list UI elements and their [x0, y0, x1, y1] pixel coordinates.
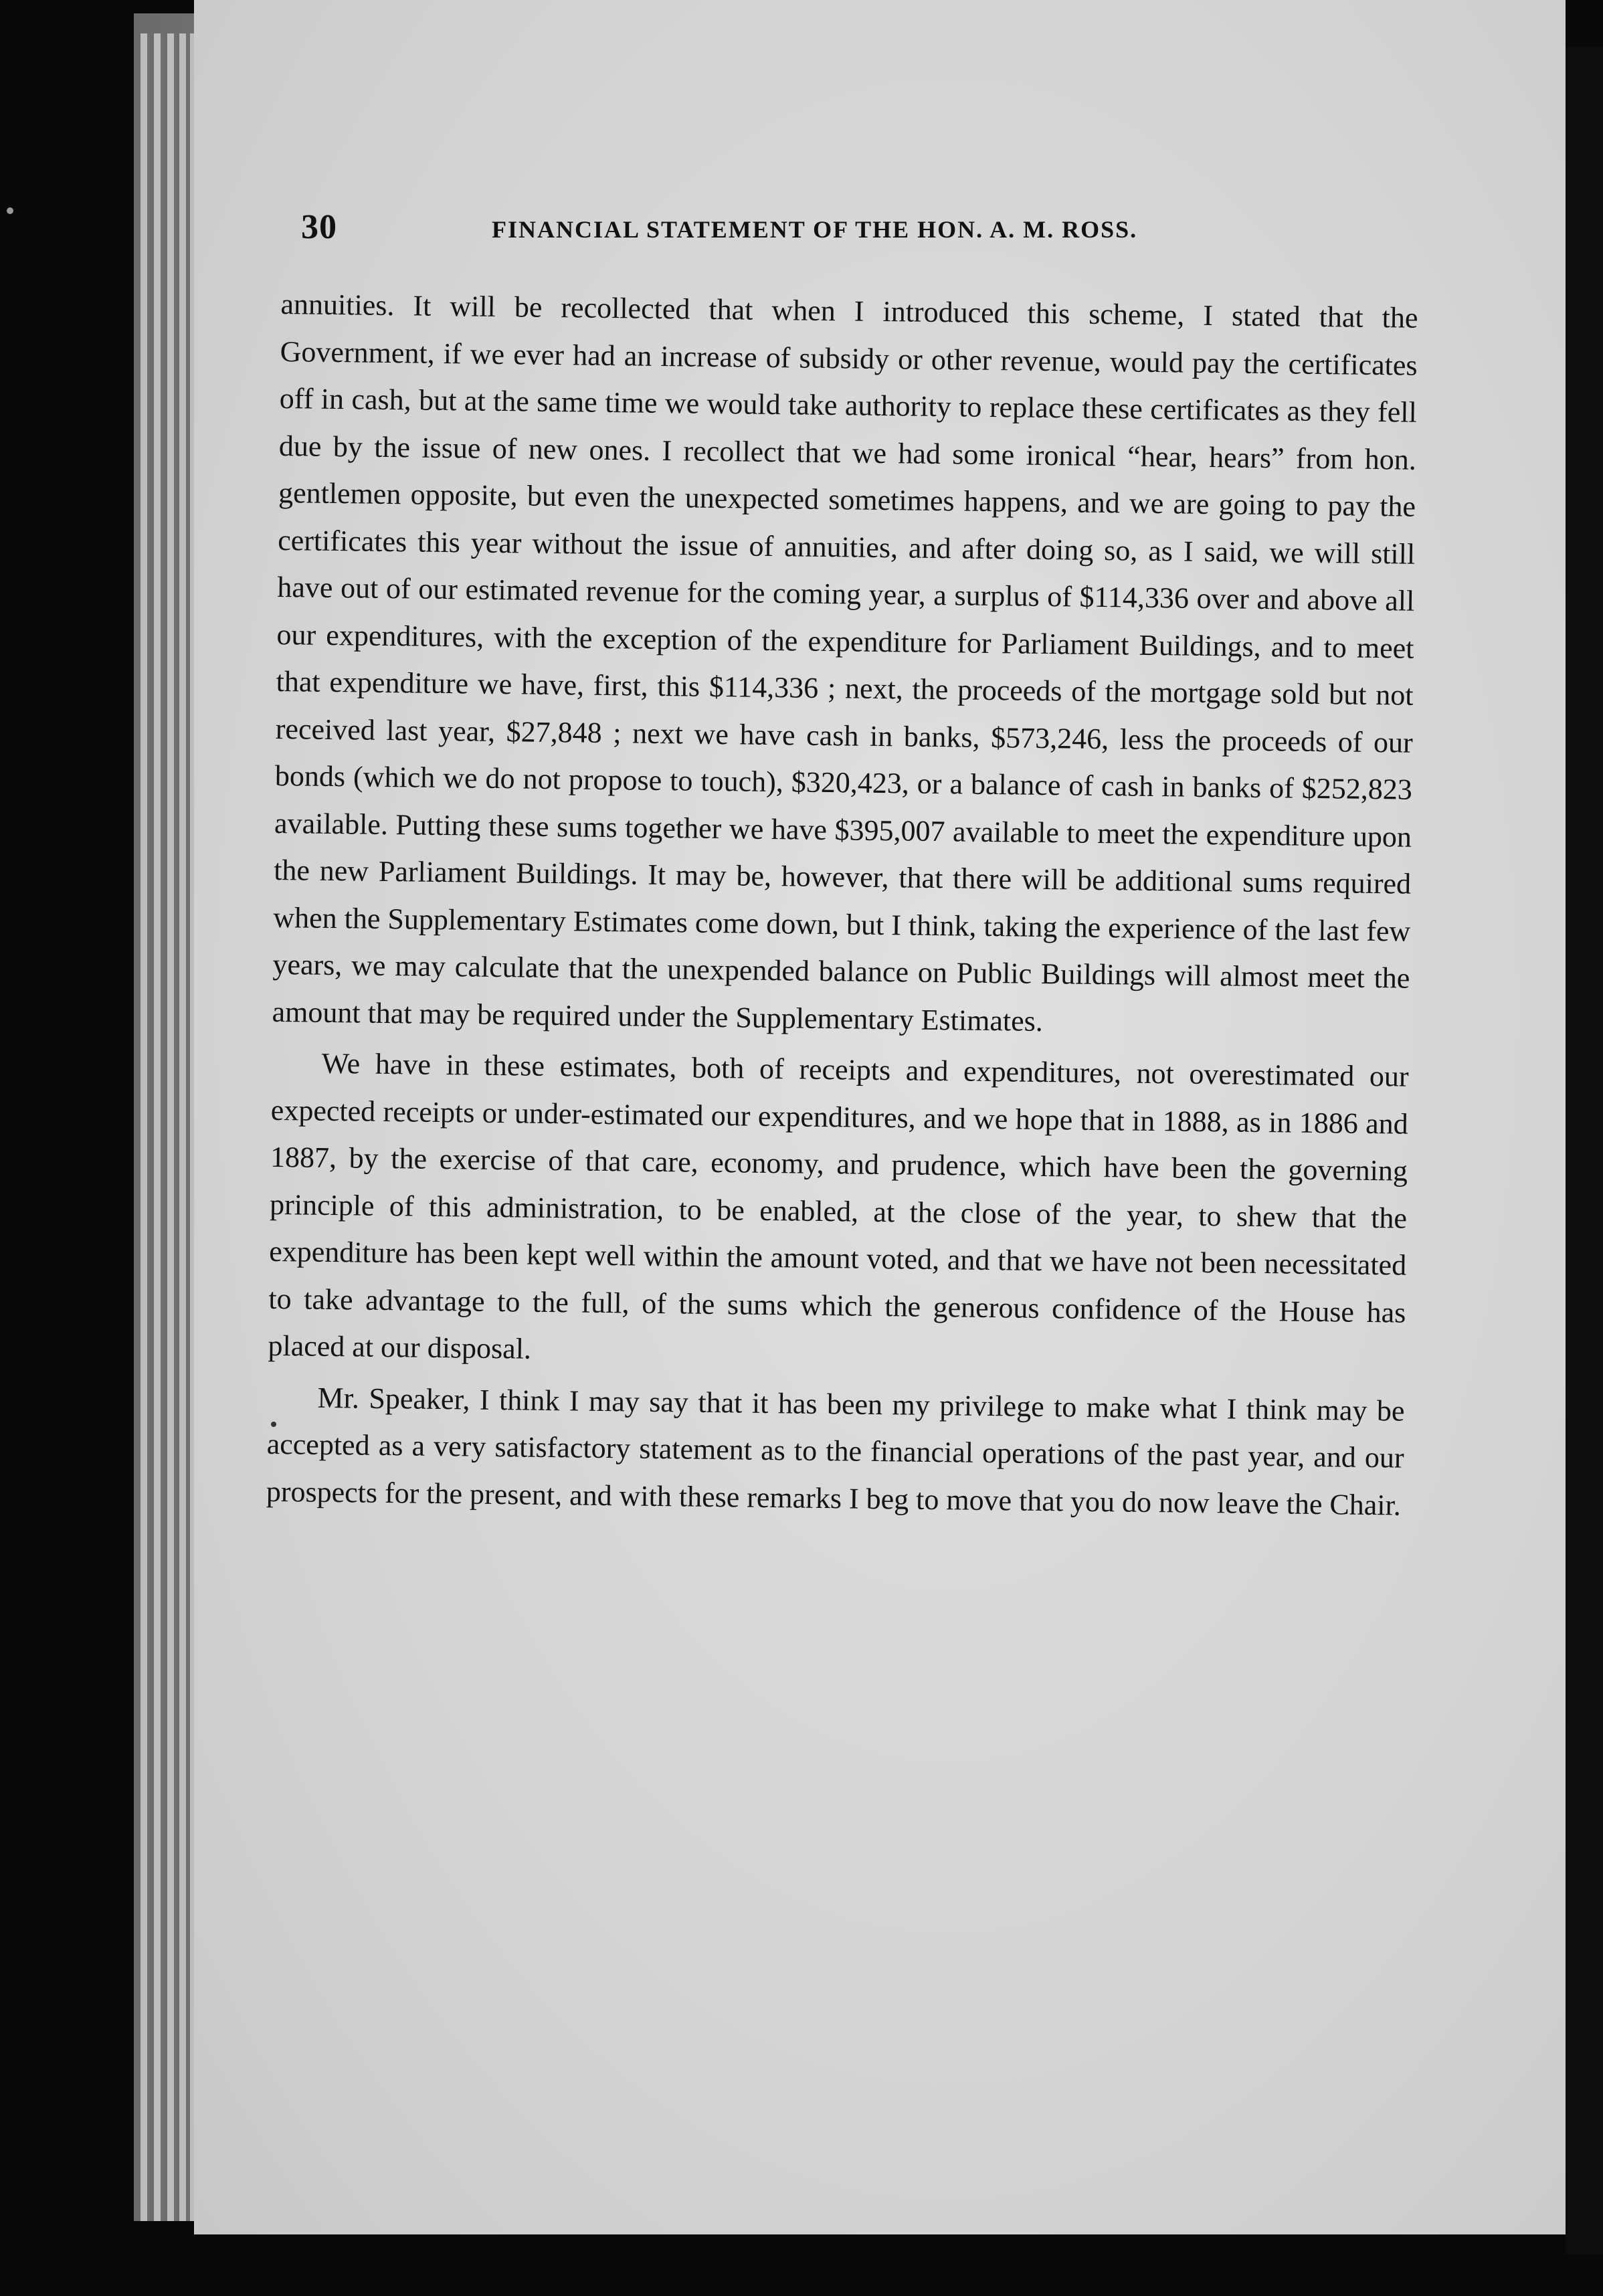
page-edge: [167, 33, 177, 2221]
paragraph: We have in these estimates, both of receipts and expenditures, not overestimated our expected receipts or under-estimated our expenditures, and we hope that in 1888, as in 1886 and 1887, by the exercise of that care, economy, and prudence, which have been the governing principle of this administration, to be enabled, at the close of the year, to shew that the expenditure has been kept well within the amount voted, and that we have not been necessitated to take advantage to the full, of the sums which the generous confidence of the House has placed at our disposal.: [268, 1046, 1409, 1365]
page-number: 30: [301, 208, 337, 246]
running-title: FINANCIAL STATEMENT OF THE HON. A. M. ROSS.: [492, 216, 1138, 243]
page-edge: [179, 33, 189, 2221]
page-header: [301, 207, 1258, 248]
page-edge: [154, 33, 163, 2221]
paragraph: Mr. Speaker, I think I may say that it has been my privilege to make what I think may be accepted as a very satisfactory statement as to the financial operations of the past year, and our prospects for the present, and with these remarks I beg to move that you do now leave the Chair.: [266, 1381, 1405, 1522]
binding-shadow: [1566, 47, 1603, 2255]
body-text: [266, 281, 1418, 1529]
scan-speck: [7, 207, 13, 214]
ink-speck: [271, 1422, 276, 1427]
paragraph: annuities. It will be recollected that when I introduced this scheme, I stated that the Government, if we ever had an increase of subsidy or other revenue, would pay the certificates off in cash, but at the same time we would take authority to replace these certificates as they fell due by the issue of new ones. I recollect that we had some ironical “hear, hears” from hon. gentlemen opposite, but even the unexpected sometimes happens, and we are going to pay the certificates this year without the issue of annuities, and after doing so, as I said, we will still have out of our estimated revenue for the coming year, a surplus of $114,336 over and above all our expenditures, with the exception of the expenditure for Parliament Buildings, and to meet that expenditure we have, first, this $114,336 ; next, the proceeds of the mortgage sold but not received last year, $27,848 ; next we have cash in banks, $573,246, less the proceeds of our bonds (which we do not propose to touch), $320,423, or a balance of cash in banks of $252,823 available. Putting these sums together we have $395,007 available to meet the expenditure upon the new Parliament Buildings. It may be, however, that there will be additional sums required when the Supplementary Estimates come down, but I think, taking the experience of the last few years, we may calculate that the unexpended balance on Public Buildings will almost meet the amount that may be required under the Supplementary Estimates.: [272, 287, 1418, 1038]
page-edge: [140, 33, 150, 2221]
